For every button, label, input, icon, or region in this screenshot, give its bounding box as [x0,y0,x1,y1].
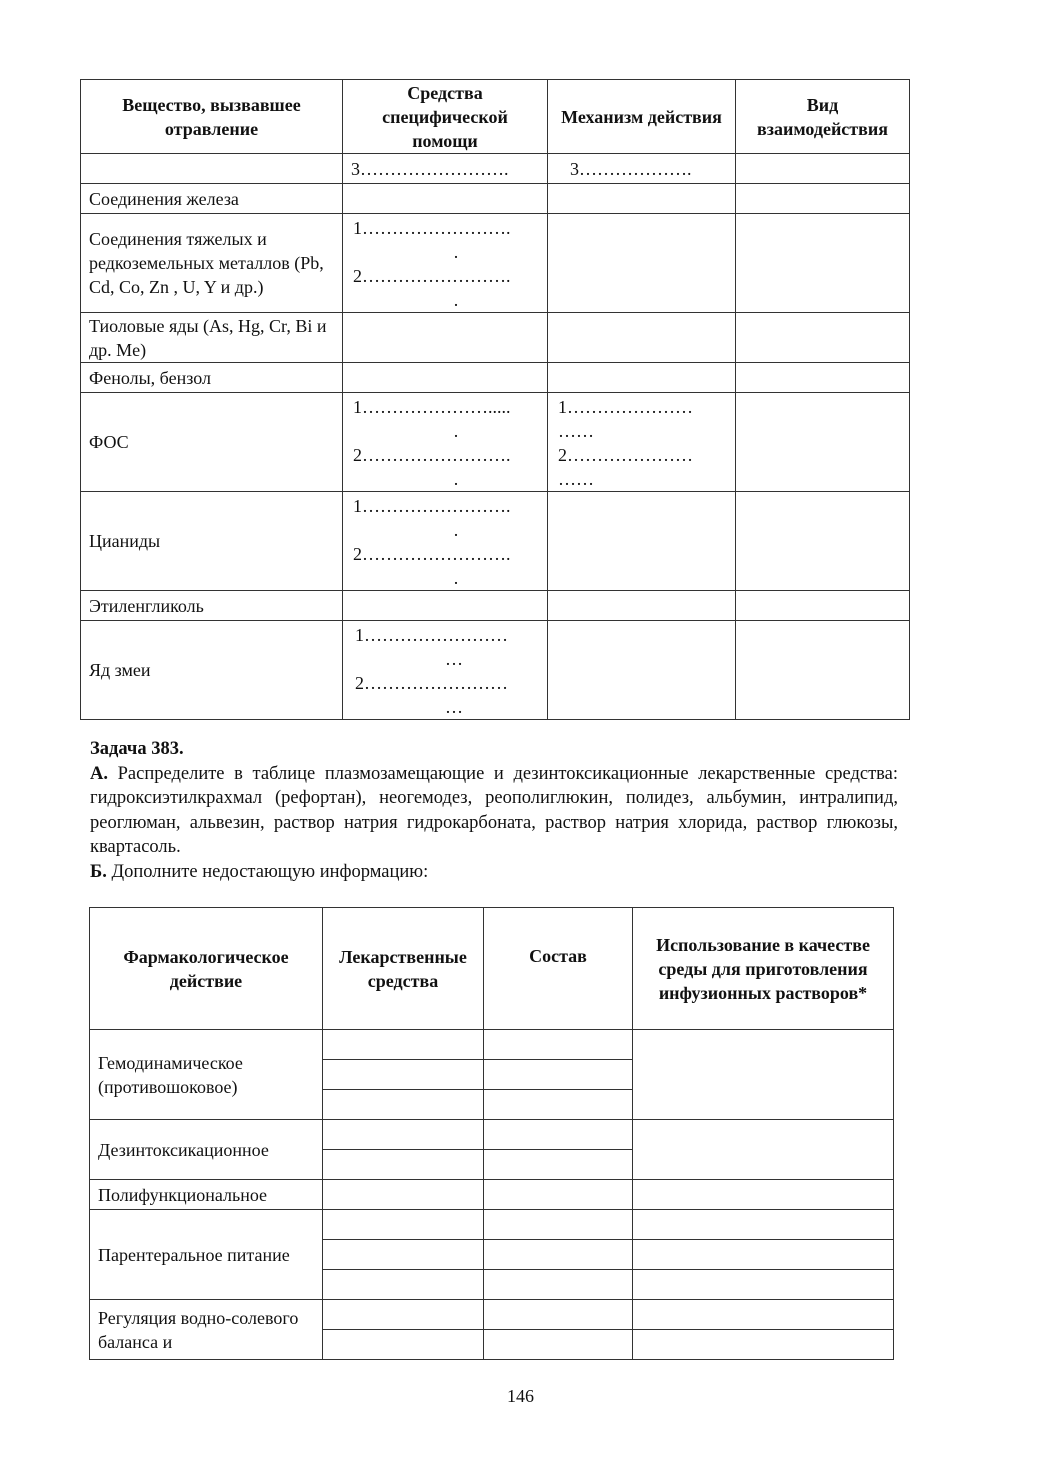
table-cell: 1…………………..... . 2……………………. . [343,393,548,492]
table-row [81,154,910,184]
substance-cell: ФОС [81,393,343,492]
group-cell: Парентеральное питание [90,1210,323,1300]
header-mechanism: Механизм действия [548,80,736,154]
table-row [90,1210,894,1240]
task-part-b: Б. Дополните недостающую информацию: [90,861,429,882]
table-row [81,591,910,621]
table-cell: 3………………. [548,154,736,184]
table-header-row [90,908,894,1030]
table-cell: 1……………………. . 2……………………. . [343,492,548,591]
group-cell: Полифункциональное [90,1180,323,1210]
table-row [81,492,910,591]
substance-cell: Соединения тяжелых и редкоземельных металлов (Pb, Cd, Co, Zn , U, Y и др.) [81,214,343,313]
substance-cell: Тиоловые яды (As, Hg, Cr, Bi и др. Me) [81,313,343,363]
group-cell: Гемодинамическое (противошоковое) [90,1030,323,1120]
table-row [90,1030,894,1060]
group-cell: Регуляция водно-солевого баланса и [90,1300,323,1360]
group-cell: Дезинтоксикационное [90,1120,323,1180]
infusion-drugs-table [89,907,894,1360]
header-composition: Состав [484,908,633,1030]
substance-cell: Этиленгликоль [81,591,343,621]
page-number: 146 [507,1386,534,1406]
table-cell: 1……………………. . 2……………………. . [343,214,548,313]
table-row [90,1300,894,1330]
header-pharm-action: Фармакологическое действие [90,908,323,1030]
task-title: Задача 383. [90,739,184,759]
table-cell: 3……………………. [343,154,548,184]
substance-cell: Фенолы, бензол [81,363,343,393]
task-part-a: А. Распределите в таблице плазмозамещающие и дезинтоксикационные лекарственные средства: гидроксиэтилкрахмал (рефортан), неогемодез, реополиглюкин, полидез, альбумин, интралипид, реоглюман, альвезин, раствор натрия гидрокарбоната, раствор натрия хлорида, раствор глюкозы, квартасоль. [90,763,898,857]
task-text [90,737,898,884]
header-infusion-medium: Использование в качестве среды для приготовления инфузионных растворов* [633,908,894,1030]
poison-antidote-table [80,79,910,720]
table-row [90,1180,894,1210]
header-substance: Вещество, вызвавшее отравление [81,80,343,154]
table-row [81,313,910,363]
table-row [81,184,910,214]
substance-cell: Цианиды [81,492,343,591]
table-row [90,1120,894,1150]
header-specific-help: Средства специфической помощи [343,80,548,154]
header-interaction-type: Вид взаимодействия [736,80,910,154]
substance-cell: Соединения железа [81,184,343,214]
table-cell: 1………………… …… 2………………… …… [548,393,736,492]
table-row [81,363,910,393]
table-row [81,214,910,313]
substance-cell: Яд змеи [81,621,343,720]
table-cell: 1…………………… … 2…………………… … [343,621,548,720]
table-row [81,393,910,492]
table-row [81,621,910,720]
header-drugs: Лекарственные средства [323,908,484,1030]
table-header-row [81,80,910,154]
